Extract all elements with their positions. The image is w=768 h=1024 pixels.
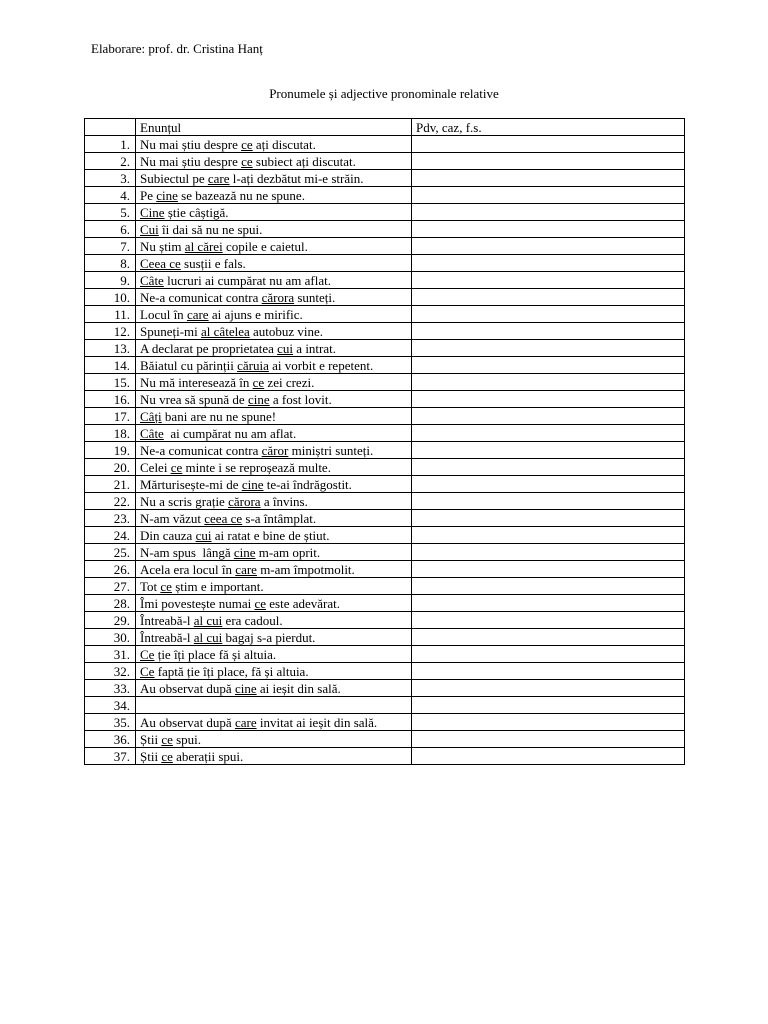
answer-cell[interactable] bbox=[412, 170, 685, 187]
row-number-cell: 31. bbox=[85, 646, 136, 663]
table-row bbox=[85, 374, 685, 391]
answer-cell[interactable] bbox=[412, 476, 685, 493]
row-number-cell: 1. bbox=[85, 136, 136, 153]
sentence-cell bbox=[136, 731, 412, 748]
answer-cell[interactable] bbox=[412, 510, 685, 527]
answer-cell[interactable] bbox=[412, 595, 685, 612]
row-number-cell: 15. bbox=[85, 374, 136, 391]
sentence-text: știe câștigă. bbox=[164, 205, 229, 220]
answer-cell[interactable] bbox=[412, 663, 685, 680]
table-row bbox=[85, 731, 685, 748]
sentence-text: spui. bbox=[172, 732, 202, 747]
row-number-cell: 8. bbox=[85, 255, 136, 272]
row-number-cell: 29. bbox=[85, 612, 136, 629]
relative-word: Ceea ce bbox=[140, 256, 181, 271]
sentence-cell bbox=[136, 391, 412, 408]
sentence-cell bbox=[136, 561, 412, 578]
sentence-cell bbox=[136, 493, 412, 510]
row-number-cell: 21. bbox=[85, 476, 136, 493]
table-row bbox=[85, 408, 685, 425]
row-number-cell: 24. bbox=[85, 527, 136, 544]
answer-cell[interactable] bbox=[412, 255, 685, 272]
relative-word: cărora bbox=[261, 290, 295, 305]
table-row bbox=[85, 612, 685, 629]
relative-word: al cui bbox=[193, 613, 223, 628]
answer-cell[interactable] bbox=[412, 408, 685, 425]
exercise-table bbox=[84, 118, 685, 765]
sentence-text: Celei bbox=[140, 460, 171, 475]
sentence-text: minte i se reproșează multe. bbox=[182, 460, 331, 475]
header-sentence-cell: Enunțul bbox=[136, 119, 412, 136]
sentence-text: ai cumpărat nu am aflat. bbox=[163, 426, 297, 441]
row-number-cell: 28. bbox=[85, 595, 136, 612]
answer-cell[interactable] bbox=[412, 612, 685, 629]
relative-word: ce bbox=[170, 460, 183, 475]
relative-word: căror bbox=[261, 443, 289, 458]
table-row bbox=[85, 680, 685, 697]
sentence-text: Întreabă-l bbox=[140, 630, 194, 645]
sentence-text: Nu mă interesează în bbox=[140, 375, 253, 390]
row-number-cell: 2. bbox=[85, 153, 136, 170]
table-row bbox=[85, 595, 685, 612]
relative-word: care bbox=[234, 715, 257, 730]
sentence-cell bbox=[136, 357, 412, 374]
answer-cell[interactable] bbox=[412, 748, 685, 765]
relative-word: al câtelea bbox=[201, 324, 250, 339]
row-number-cell: 37. bbox=[85, 748, 136, 765]
sentence-text: N-am văzut bbox=[140, 511, 205, 526]
answer-cell[interactable] bbox=[412, 187, 685, 204]
author-line: Elaborare: prof. dr. Cristina Hanț bbox=[91, 41, 263, 56]
relative-word: Ce bbox=[140, 647, 155, 662]
sentence-text: Știi bbox=[140, 732, 162, 747]
sentence-text: Au observat după bbox=[140, 681, 235, 696]
sentence-text: Nu vrea să spună de bbox=[140, 392, 248, 407]
sentence-cell bbox=[136, 221, 412, 238]
document-title: Pronumele și adjective pronominale relative bbox=[269, 86, 499, 101]
table-row bbox=[85, 442, 685, 459]
sentence-cell bbox=[136, 340, 412, 357]
row-number-cell: 10. bbox=[85, 289, 136, 306]
sentence-text: Ne-a comunicat contra bbox=[140, 443, 262, 458]
table-row bbox=[85, 510, 685, 527]
table-row bbox=[85, 289, 685, 306]
sentence-text: ai ajuns e mirific. bbox=[208, 307, 303, 322]
table-row bbox=[85, 391, 685, 408]
sentence-cell bbox=[136, 748, 412, 765]
sentence-text: ție îți place fă și altuia. bbox=[154, 647, 277, 662]
sentence-text: ați discutat. bbox=[252, 137, 316, 152]
row-number-cell: 22. bbox=[85, 493, 136, 510]
sentence-text: Subiectul pe bbox=[140, 171, 208, 186]
answer-cell[interactable] bbox=[412, 544, 685, 561]
sentence-text: Ne-a comunicat contra bbox=[140, 290, 262, 305]
sentence-cell bbox=[136, 323, 412, 340]
table-row bbox=[85, 153, 685, 170]
relative-word: cărora bbox=[228, 494, 261, 509]
row-number-cell: 18. bbox=[85, 425, 136, 442]
sentence-text: Nu mai știu despre bbox=[140, 154, 242, 169]
sentence-cell bbox=[136, 459, 412, 476]
sentence-text: Locul în bbox=[140, 307, 187, 322]
sentence-text: miniștri sunteți. bbox=[288, 443, 374, 458]
table-row bbox=[85, 697, 685, 714]
table-row bbox=[85, 136, 685, 153]
sentence-text: Nu mai știu despre bbox=[140, 137, 242, 152]
sentence-text: ai ratat e bine de știut. bbox=[211, 528, 330, 543]
relative-word: al cui bbox=[193, 630, 223, 645]
sentence-text: subiect ați discutat. bbox=[252, 154, 356, 169]
table-row bbox=[85, 170, 685, 187]
sentence-cell bbox=[136, 408, 412, 425]
table-row bbox=[85, 714, 685, 731]
sentence-cell bbox=[136, 680, 412, 697]
sentence-text: îi dai să nu ne spui. bbox=[158, 222, 263, 237]
sentence-cell bbox=[136, 646, 412, 663]
answer-cell[interactable] bbox=[412, 391, 685, 408]
table-row bbox=[85, 663, 685, 680]
row-number-cell: 35. bbox=[85, 714, 136, 731]
relative-word: cine bbox=[233, 545, 256, 560]
sentence-text: autobuz vine. bbox=[249, 324, 324, 339]
relative-word: cine bbox=[247, 392, 270, 407]
table-row bbox=[85, 476, 685, 493]
relative-word: ce bbox=[161, 749, 173, 764]
sentence-cell bbox=[136, 289, 412, 306]
row-number-cell: 7. bbox=[85, 238, 136, 255]
sentence-cell bbox=[136, 629, 412, 646]
sentence-cell bbox=[136, 255, 412, 272]
table-row bbox=[85, 748, 685, 765]
sentence-cell bbox=[136, 510, 412, 527]
sentence-text: l-ați dezbătut mi-e străin. bbox=[229, 171, 364, 186]
answer-cell[interactable] bbox=[412, 238, 685, 255]
sentence-cell bbox=[136, 714, 412, 731]
sentence-text: a fost lovit. bbox=[269, 392, 332, 407]
sentence-text: sunteți. bbox=[294, 290, 336, 305]
row-number-cell: 20. bbox=[85, 459, 136, 476]
table-row bbox=[85, 340, 685, 357]
table-row bbox=[85, 629, 685, 646]
table-row bbox=[85, 323, 685, 340]
sentence-cell bbox=[136, 527, 412, 544]
sentence-text: a învins. bbox=[260, 494, 308, 509]
table-row bbox=[85, 425, 685, 442]
sentence-cell bbox=[136, 544, 412, 561]
row-number-cell: 34. bbox=[85, 697, 136, 714]
relative-word: Ce bbox=[140, 664, 155, 679]
table-row bbox=[85, 187, 685, 204]
sentence-text: este adevărat. bbox=[266, 596, 340, 611]
row-number-cell: 19. bbox=[85, 442, 136, 459]
header-number-cell bbox=[85, 119, 136, 136]
sentence-text: știm e important. bbox=[171, 579, 264, 594]
sentence-text: Băiatul cu părinții bbox=[140, 358, 238, 373]
sentence-text: Știi bbox=[140, 749, 162, 764]
row-number-cell: 27. bbox=[85, 578, 136, 595]
sentence-text: aberații spui. bbox=[172, 749, 244, 764]
sentence-cell bbox=[136, 425, 412, 442]
table-row bbox=[85, 527, 685, 544]
row-number-cell: 25. bbox=[85, 544, 136, 561]
answer-cell[interactable] bbox=[412, 136, 685, 153]
row-number-cell: 5. bbox=[85, 204, 136, 221]
relative-word: Câte bbox=[140, 273, 164, 288]
sentence-text: susții e fals. bbox=[180, 256, 246, 271]
sentence-text: Nu a scris grație bbox=[140, 494, 229, 509]
exercise-table-body bbox=[85, 119, 685, 765]
relative-word: ce bbox=[241, 137, 253, 152]
table-row bbox=[85, 561, 685, 578]
row-number-cell: 36. bbox=[85, 731, 136, 748]
sentence-text: te-ai îndrăgostit. bbox=[263, 477, 352, 492]
row-number-cell: 9. bbox=[85, 272, 136, 289]
sentence-cell bbox=[136, 306, 412, 323]
row-number-cell: 6. bbox=[85, 221, 136, 238]
table-header-row bbox=[85, 119, 685, 136]
sentence-cell bbox=[136, 204, 412, 221]
answer-cell[interactable] bbox=[412, 714, 685, 731]
table-row bbox=[85, 306, 685, 323]
sentence-cell bbox=[136, 136, 412, 153]
sentence-text: Întreabă-l bbox=[140, 613, 194, 628]
answer-cell[interactable] bbox=[412, 289, 685, 306]
sentence-text: copile e caietul. bbox=[222, 239, 308, 254]
row-number-cell: 33. bbox=[85, 680, 136, 697]
sentence-text: m-am oprit. bbox=[255, 545, 321, 560]
relative-word: care bbox=[186, 307, 209, 322]
relative-word: care bbox=[207, 171, 230, 186]
answer-cell[interactable] bbox=[412, 374, 685, 391]
answer-cell[interactable] bbox=[412, 357, 685, 374]
answer-cell[interactable] bbox=[412, 493, 685, 510]
row-number-cell: 16. bbox=[85, 391, 136, 408]
table-row bbox=[85, 459, 685, 476]
table-row bbox=[85, 204, 685, 221]
answer-cell[interactable] bbox=[412, 442, 685, 459]
row-number-cell: 26. bbox=[85, 561, 136, 578]
relative-word: ceea ce bbox=[204, 511, 243, 526]
relative-word: Cui bbox=[140, 222, 159, 237]
sentence-text: ai ieșit din sală. bbox=[256, 681, 341, 696]
sentence-text: ai vorbit e repetent. bbox=[268, 358, 374, 373]
sentence-cell bbox=[136, 238, 412, 255]
row-number-cell: 32. bbox=[85, 663, 136, 680]
sentence-text: lucruri ai cumpărat nu am aflat. bbox=[163, 273, 331, 288]
answer-cell[interactable] bbox=[412, 731, 685, 748]
table-row bbox=[85, 221, 685, 238]
sentence-cell bbox=[136, 578, 412, 595]
sentence-text: Nu știm bbox=[140, 239, 185, 254]
sentence-text: era cadoul. bbox=[222, 613, 283, 628]
sentence-text: Spuneți-mi bbox=[140, 324, 202, 339]
relative-word: cine bbox=[241, 477, 264, 492]
sentence-text: bani are nu ne spune! bbox=[161, 409, 277, 424]
answer-cell[interactable] bbox=[412, 153, 685, 170]
sentence-cell bbox=[136, 374, 412, 391]
table-row bbox=[85, 357, 685, 374]
row-number-cell: 23. bbox=[85, 510, 136, 527]
row-number-cell: 13. bbox=[85, 340, 136, 357]
table-row bbox=[85, 272, 685, 289]
sentence-text: faptă ție îți place, fă și altuia. bbox=[154, 664, 309, 679]
sentence-text: invitat ai ieșit din sală. bbox=[256, 715, 378, 730]
relative-word: căruia bbox=[237, 358, 269, 373]
sentence-text: Îmi povestește numai bbox=[140, 596, 255, 611]
answer-cell[interactable] bbox=[412, 680, 685, 697]
answer-cell[interactable] bbox=[412, 340, 685, 357]
table-row bbox=[85, 238, 685, 255]
relative-word: ce bbox=[160, 579, 172, 594]
sentence-text: a intrat. bbox=[293, 341, 337, 356]
relative-word: care bbox=[235, 562, 257, 577]
sentence-cell bbox=[136, 272, 412, 289]
sentence-text: se bazează nu ne spune. bbox=[177, 188, 305, 203]
answer-cell[interactable] bbox=[412, 221, 685, 238]
sentence-cell bbox=[136, 663, 412, 680]
row-number-cell: 4. bbox=[85, 187, 136, 204]
sentence-text: Acela era locul în bbox=[140, 562, 236, 577]
sentence-cell bbox=[136, 187, 412, 204]
answer-cell[interactable] bbox=[412, 697, 685, 714]
sentence-cell bbox=[136, 612, 412, 629]
answer-cell[interactable] bbox=[412, 561, 685, 578]
row-number-cell: 14. bbox=[85, 357, 136, 374]
header-answer-cell: Pdv, caz, f.s. bbox=[412, 119, 685, 136]
answer-cell[interactable] bbox=[412, 578, 685, 595]
answer-cell[interactable] bbox=[412, 306, 685, 323]
relative-word: cui bbox=[277, 341, 294, 356]
relative-word: ce bbox=[254, 596, 266, 611]
answer-cell[interactable] bbox=[412, 272, 685, 289]
table-row bbox=[85, 544, 685, 561]
sentence-cell bbox=[136, 170, 412, 187]
sentence-text: s-a întâmplat. bbox=[242, 511, 317, 526]
sentence-cell bbox=[136, 697, 412, 714]
sentence-text: Din cauza bbox=[140, 528, 196, 543]
sentence-text: Pe bbox=[140, 188, 157, 203]
relative-word: ce bbox=[241, 154, 253, 169]
row-number-cell: 30. bbox=[85, 629, 136, 646]
answer-cell[interactable] bbox=[412, 425, 685, 442]
relative-word: al cărei bbox=[184, 239, 223, 254]
table-row bbox=[85, 255, 685, 272]
row-number-cell: 12. bbox=[85, 323, 136, 340]
sentence-text: N-am spus lângă bbox=[140, 545, 234, 560]
sentence-cell bbox=[136, 476, 412, 493]
row-number-cell: 17. bbox=[85, 408, 136, 425]
sentence-cell bbox=[136, 595, 412, 612]
answer-cell[interactable] bbox=[412, 527, 685, 544]
table-row bbox=[85, 646, 685, 663]
sentence-cell bbox=[136, 442, 412, 459]
relative-word: cui bbox=[195, 528, 212, 543]
sentence-text: Mărturisește-mi de bbox=[140, 477, 242, 492]
relative-word: ce bbox=[252, 375, 265, 390]
row-number-cell: 11. bbox=[85, 306, 136, 323]
sentence-text: zei crezi. bbox=[264, 375, 315, 390]
row-number-cell: 3. bbox=[85, 170, 136, 187]
sentence-text: Tot bbox=[140, 579, 161, 594]
answer-cell[interactable] bbox=[412, 459, 685, 476]
answer-cell[interactable] bbox=[412, 323, 685, 340]
sentence-text: Au observat după bbox=[140, 715, 235, 730]
answer-cell[interactable] bbox=[412, 204, 685, 221]
relative-word: ce bbox=[161, 732, 173, 747]
answer-cell[interactable] bbox=[412, 646, 685, 663]
sentence-text: m-am împotmolit. bbox=[256, 562, 355, 577]
relative-word: cine bbox=[234, 681, 257, 696]
relative-word: Cine bbox=[140, 205, 165, 220]
sentence-text: bagaj s-a pierdut. bbox=[222, 630, 316, 645]
answer-cell[interactable] bbox=[412, 629, 685, 646]
table-row bbox=[85, 578, 685, 595]
table-row bbox=[85, 493, 685, 510]
sentence-cell bbox=[136, 153, 412, 170]
relative-word: cine bbox=[156, 188, 178, 203]
relative-word: Câți bbox=[140, 409, 162, 424]
relative-word: Câte bbox=[140, 426, 164, 441]
sentence-text: A declarat pe proprietatea bbox=[140, 341, 278, 356]
